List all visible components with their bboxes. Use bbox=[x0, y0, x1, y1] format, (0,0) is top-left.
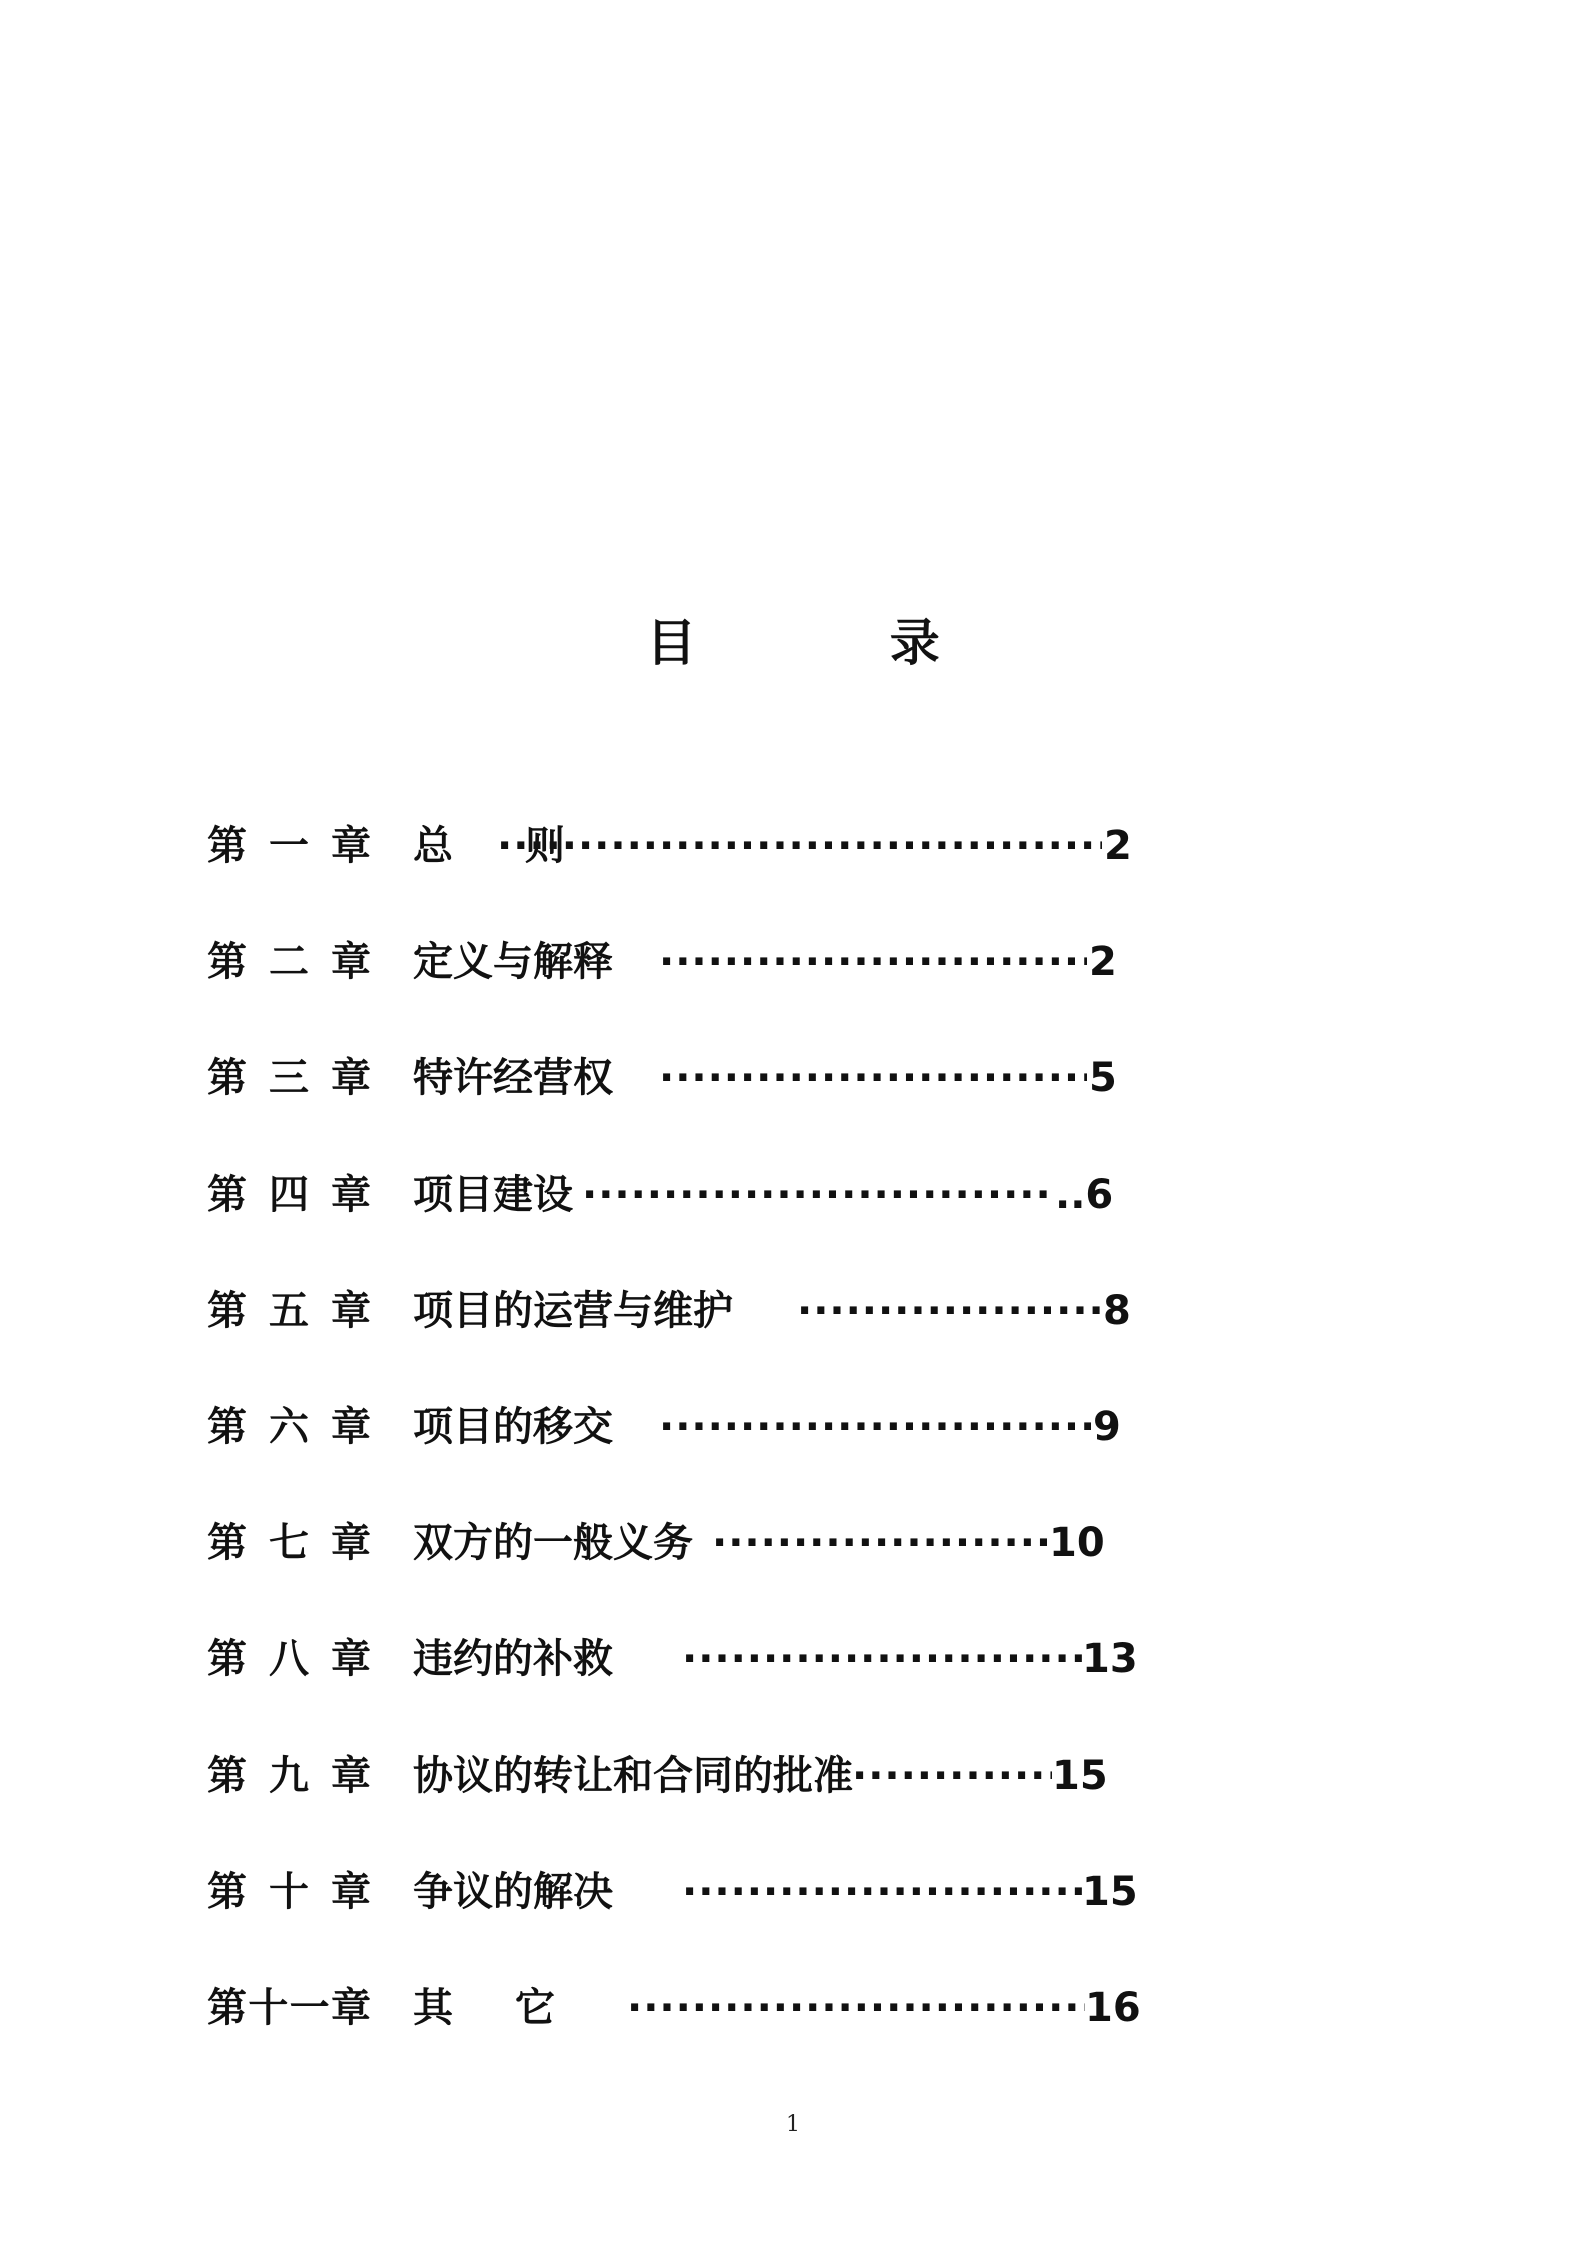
chapter-title: 其 它 bbox=[413, 1984, 555, 2031]
toc-entry[interactable] bbox=[207, 1283, 1327, 1399]
chapter-label: 第 三 章 bbox=[207, 1055, 371, 1102]
page-number: 13 bbox=[1082, 1636, 1138, 1683]
dot-leader bbox=[712, 1515, 1050, 1571]
toc-entry[interactable] bbox=[207, 934, 1327, 1050]
chapter-title: 定义与解释 bbox=[413, 939, 613, 986]
chapter-label: 第 六 章 bbox=[207, 1403, 371, 1450]
chapter-label: 第 四 章 bbox=[207, 1171, 371, 1218]
toc-entry[interactable] bbox=[207, 818, 1327, 934]
chapter-title: 争议的解决 bbox=[413, 1868, 613, 1915]
chapter-title: 项目的移交 bbox=[413, 1403, 613, 1450]
page-footer-number: 1 bbox=[786, 2112, 800, 2137]
chapter-title: 总 则 bbox=[413, 823, 565, 869]
chapter-label: 第 五 章 bbox=[207, 1287, 371, 1334]
toc-entry[interactable] bbox=[207, 1864, 1327, 1980]
chapter-title: 项目建设 bbox=[413, 1171, 573, 1218]
dot-leader bbox=[659, 934, 1087, 990]
page-number: 15 bbox=[1052, 1752, 1108, 1799]
dot-leader bbox=[627, 1980, 1085, 2036]
page-number: 8 bbox=[1103, 1287, 1131, 1334]
page-number: 10 bbox=[1049, 1520, 1105, 1567]
dot-leader bbox=[797, 1283, 1102, 1339]
toc-entry[interactable] bbox=[207, 1515, 1327, 1631]
dot-leader bbox=[582, 1167, 1052, 1223]
toc-title: 目 录 bbox=[646, 614, 1028, 672]
chapter-title: 违约的补救 bbox=[413, 1636, 613, 1683]
toc-entry[interactable] bbox=[207, 1748, 1327, 1864]
dot-leader bbox=[852, 1748, 1052, 1804]
dot-leader bbox=[682, 1864, 1082, 1920]
toc-entry[interactable] bbox=[207, 1399, 1327, 1515]
page-number: ..6 bbox=[1055, 1171, 1114, 1218]
chapter-label: 第 二 章 bbox=[207, 939, 371, 986]
chapter-label: 第 十 一 章 bbox=[207, 1984, 371, 2031]
page-number: 15 bbox=[1082, 1868, 1138, 1915]
chapter-label: 第 九 章 bbox=[207, 1752, 371, 1799]
dot-leader bbox=[497, 818, 1102, 874]
toc-list bbox=[207, 818, 1327, 2096]
toc-entry[interactable] bbox=[207, 1167, 1327, 1283]
chapter-title: 特许经营权 bbox=[413, 1055, 613, 1102]
page-number: 2 bbox=[1089, 939, 1117, 986]
dot-leader bbox=[682, 1631, 1082, 1687]
toc-entry[interactable] bbox=[207, 1980, 1327, 2096]
toc-entry[interactable] bbox=[207, 1631, 1327, 1747]
chapter-title: 项目的运营与维护 bbox=[413, 1287, 733, 1334]
dot-leader bbox=[659, 1050, 1087, 1106]
chapter-title: 双方的一般义务 bbox=[413, 1520, 693, 1567]
page-number: 9 bbox=[1093, 1403, 1121, 1450]
chapter-label: 第 一 章 bbox=[207, 823, 371, 869]
toc-entry[interactable] bbox=[207, 1050, 1327, 1166]
page-number: 5 bbox=[1089, 1055, 1117, 1102]
chapter-label: 第 八 章 bbox=[207, 1636, 371, 1683]
page-number: 16 bbox=[1085, 1984, 1141, 2031]
dot-leader bbox=[659, 1399, 1091, 1455]
page-number: 2 bbox=[1104, 823, 1132, 869]
chapter-label: 第 十 章 bbox=[207, 1868, 371, 1915]
chapter-label: 第 七 章 bbox=[207, 1520, 371, 1567]
chapter-title: 协议的转让和合同的批准 bbox=[413, 1752, 853, 1799]
